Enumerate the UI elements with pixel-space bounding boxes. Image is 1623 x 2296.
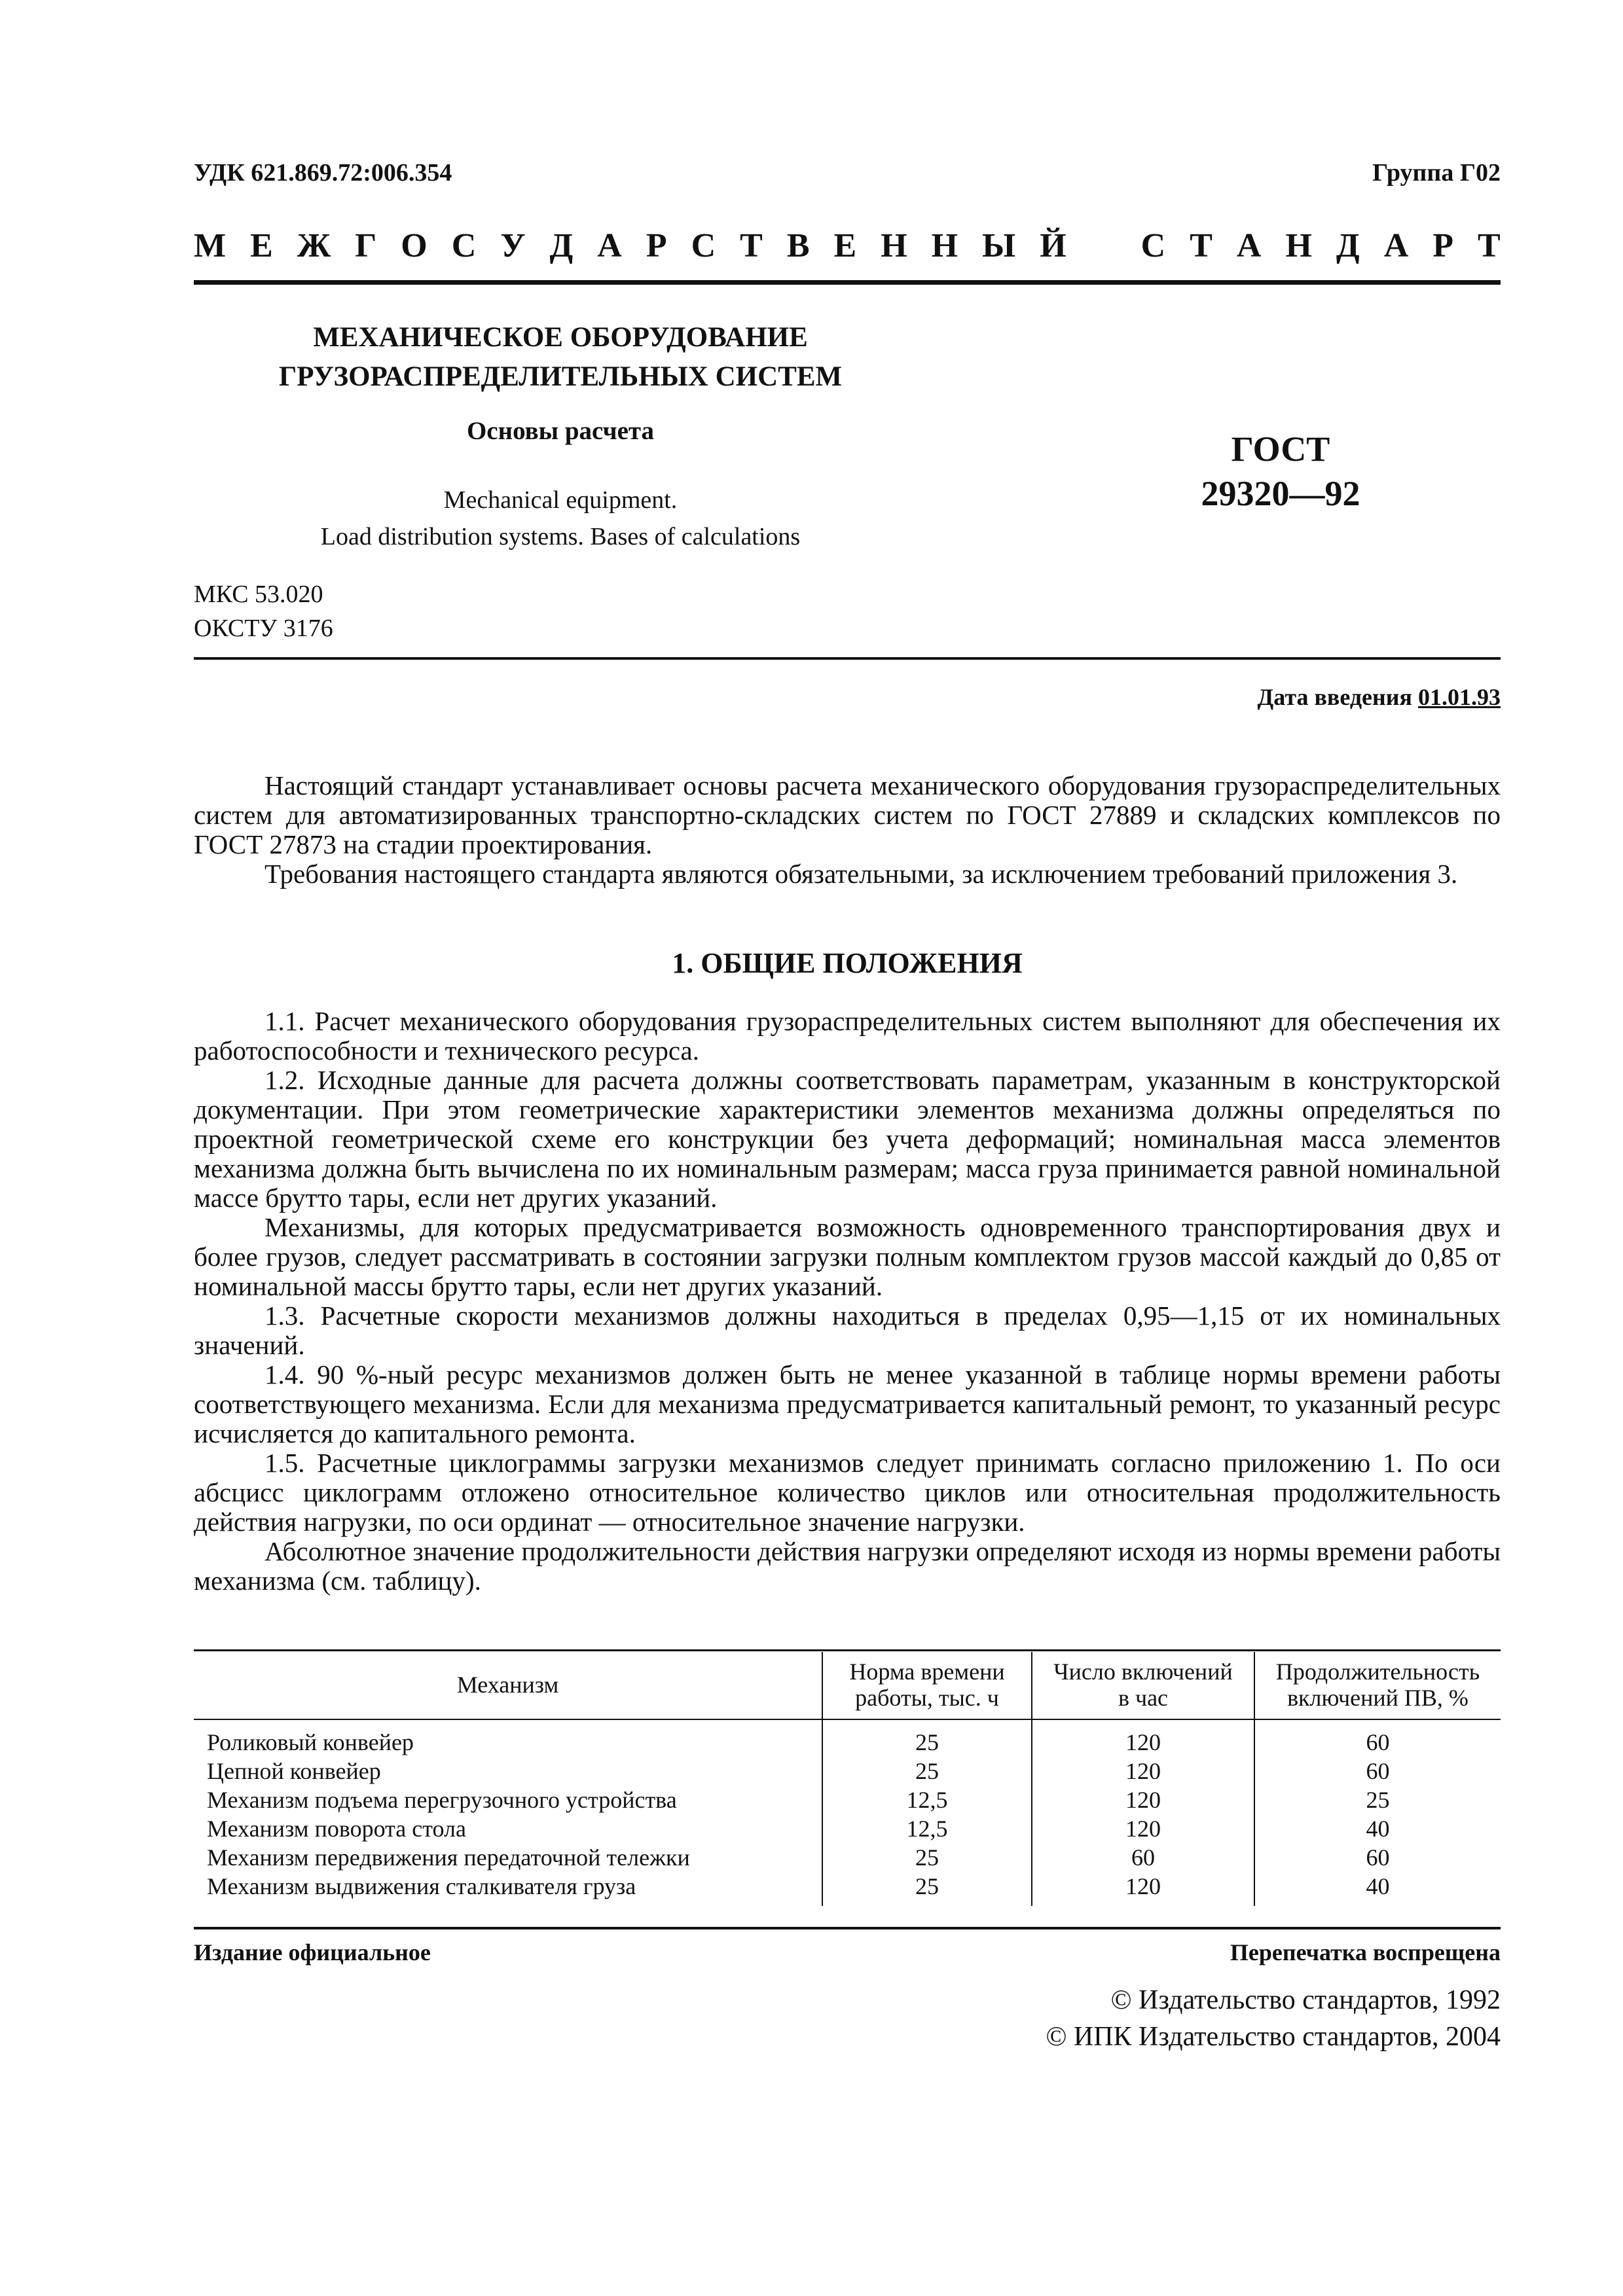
banner-letter: Д <box>1336 227 1360 264</box>
banner-letter: А <box>597 227 622 264</box>
cell-switches: 120 <box>1032 1872 1254 1906</box>
table-row <box>194 1872 1501 1906</box>
copyright-line-2: © ИПК Издательство стандартов, 2004 <box>1046 2022 1501 2052</box>
udk-code: УДК 621.869.72:006.354 <box>194 159 452 187</box>
banner-letter: Р <box>1432 227 1454 264</box>
english-title <box>194 482 927 555</box>
cell-switches: 120 <box>1032 1757 1254 1785</box>
banner-word-gap <box>1091 229 1117 263</box>
banner-letter: Ы <box>982 227 1016 264</box>
group-code: Группа Г02 <box>1372 159 1501 187</box>
cell-duty: 40 <box>1254 1814 1501 1843</box>
banner-letter: А <box>1383 227 1409 264</box>
official-edition: Издание официальное <box>194 1939 431 1965</box>
cell-switches: 60 <box>1032 1843 1254 1872</box>
cell-norm: 12,5 <box>822 1814 1032 1843</box>
banner-letter: Г <box>355 227 377 264</box>
banner-letter: Н <box>1285 227 1312 264</box>
header-switches-line-1: Число включений <box>1053 1659 1233 1685</box>
cell-duty: 25 <box>1254 1785 1501 1814</box>
classification-codes <box>194 577 333 645</box>
cell-switches: 120 <box>1032 1814 1254 1843</box>
banner-letter: С <box>691 227 716 264</box>
table-body <box>194 1719 1501 1906</box>
header-norm-line-1: Норма времени <box>849 1659 1005 1685</box>
clause-1-4: 1.4. 90 %-ный ресурс механизмов должен быть не менее указанной в таблице нормы времени работы соответствующего механизма. Если для механизма предусматривается капитальный ремонт, то указанный ресурс исчисляется до капитального ремонта. <box>194 1359 1501 1448</box>
cell-duty: 60 <box>1254 1757 1501 1785</box>
section-1-text <box>194 1007 1501 1596</box>
clause-1-2-continued: Механизмы, для которых предусматривается возможность одновременного транспортирования двух и более грузов, следует рассматривать в состоянии загрузки полным комплектом грузов массой каждый до 0,85 от номинальной массы брутто тары, если нет других указаний. <box>194 1212 1501 1301</box>
gost-designation <box>1123 427 1438 516</box>
document-title <box>194 318 927 397</box>
cell-duty: 40 <box>1254 1872 1501 1906</box>
clause-1-5: 1.5. Расчетные циклограммы загрузки механизмов следует принимать согласно приложению 1. По оси абсцисс циклограмм отложено относительное количество циклов или относительная продолжительность действия нагрузки, по оси ординат — относительное значение нагрузки. <box>194 1448 1501 1537</box>
clause-1-5-continued: Абсолютное значение продолжительности действия нагрузки определяют исходя из нормы времени работы механизма (см. таблицу). <box>194 1536 1501 1596</box>
document-page <box>194 0 1501 2296</box>
cell-mechanism: Цепной конвейер <box>207 1758 381 1784</box>
intro-paragraph-1: Настоящий стандарт устанавливает основы расчета механического оборудования грузораспределительных систем для автоматизированных транспортно-складских систем по ГОСТ 27889 и складских комплексов по ГОСТ 27873 на стадии проектирования. <box>194 770 1501 859</box>
cell-norm: 12,5 <box>822 1785 1032 1814</box>
effective-date-label: Дата введения <box>1257 684 1418 710</box>
header-mechanism: Механизм <box>194 1652 822 1719</box>
english-title-line-1: Mechanical equipment. <box>443 486 678 514</box>
banner-letter: У <box>500 227 526 264</box>
reprint-notice: Перепечатка воспрещена <box>1230 1939 1501 1965</box>
banner-letter: Т <box>1190 227 1213 264</box>
banner-letter: Д <box>549 227 574 264</box>
cell-switches: 120 <box>1032 1785 1254 1814</box>
banner-letter: В <box>786 227 810 264</box>
banner-letter: Т <box>740 227 763 264</box>
cell-mechanism: Механизм поворота стола <box>207 1816 466 1842</box>
banner-letter: Й <box>1040 227 1067 264</box>
cell-duty: 60 <box>1254 1719 1501 1757</box>
banner-letter: Ж <box>297 227 331 264</box>
intro-text <box>194 771 1501 889</box>
cell-duty: 60 <box>1254 1843 1501 1872</box>
table-row <box>194 1719 1501 1757</box>
clause-1-1: 1.1. Расчет механического оборудования грузораспределительных систем выполняют для обеспечения их работоспособности и технического ресурса. <box>194 1006 1501 1066</box>
effective-date-value: 01.01.93 <box>1418 684 1501 710</box>
cell-switches: 120 <box>1032 1719 1254 1757</box>
header-operating-time-norm <box>822 1652 1032 1719</box>
table-row <box>194 1785 1501 1814</box>
banner-letter: А <box>1236 227 1262 264</box>
clause-1-2: 1.2. Исходные данные для расчета должны соответствовать параметрам, указанным в конструкторской документации. При этом геометрические характеристики элементов механизма должны определяться по проектной геометрической схеме его конструкции без учета деформаций; номинальная масса элементов механизма должна быть вычислена по их номинальным размерам; масса груза принимается равной номинальной массе брутто тары, если нет других указаний. <box>194 1065 1501 1213</box>
cell-mechanism: Механизм подъема перегрузочного устройства <box>207 1787 677 1813</box>
table-header-row <box>194 1652 1501 1719</box>
banner-letter: С <box>1140 227 1166 264</box>
table-row <box>194 1814 1501 1843</box>
title-rule <box>194 657 1501 660</box>
copyright-line-1: © Издательство стандартов, 1992 <box>1110 1985 1501 2015</box>
mechanism-norms-table <box>194 1652 1501 1906</box>
title-line-2: ГРУЗОРАСПРЕДЕЛИТЕЛЬНЫХ СИСТЕМ <box>278 361 843 392</box>
mks-code: МКС 53.020 <box>194 581 323 608</box>
banner-letter: Р <box>646 227 667 264</box>
cell-mechanism: Роликовый конвейер <box>207 1729 414 1755</box>
clause-1-3: 1.3. Расчетные скорости механизмов должны находиться в пределах 0,95—1,15 от их номинальных значений. <box>194 1300 1501 1360</box>
header-switches-per-hour <box>1032 1652 1254 1719</box>
document-subtitle: Основы расчета <box>466 417 655 445</box>
header-switches-line-2: в час <box>1118 1685 1169 1711</box>
cell-norm: 25 <box>822 1843 1032 1872</box>
banner-letter: Н <box>931 227 958 264</box>
banner-letter: Н <box>881 227 907 264</box>
cell-mechanism: Механизм выдвижения сталкивателя груза <box>207 1873 636 1899</box>
banner-letter: О <box>401 227 428 264</box>
header-duty-cycle <box>1254 1652 1501 1719</box>
english-title-line-2: Load distribution systems. Bases of calculations <box>320 523 801 550</box>
gost-label: ГОСТ <box>1231 429 1330 469</box>
header-norm-line-2: работы, тыс. ч <box>855 1685 999 1711</box>
banner-letter: Е <box>250 227 273 264</box>
table-top-rule <box>194 1649 1501 1651</box>
header-duty-line-1: Продолжительность <box>1275 1659 1480 1685</box>
section-1-heading: 1. ОБЩИЕ ПОЛОЖЕНИЯ <box>672 947 1023 979</box>
banner-letter: Е <box>833 227 857 264</box>
title-line-1: МЕХАНИЧЕСКОЕ ОБОРУДОВАНИЕ <box>313 322 808 353</box>
copyright-block <box>1046 1982 1501 2055</box>
table-row <box>194 1757 1501 1785</box>
cell-norm: 25 <box>822 1872 1032 1906</box>
banner-letter: Т <box>1478 227 1501 264</box>
header-rule <box>194 280 1501 285</box>
effective-date <box>1258 683 1501 711</box>
gost-number: 29320—92 <box>1201 474 1360 513</box>
okstu-code: ОКСТУ 3176 <box>194 615 333 642</box>
banner-letter: С <box>451 227 477 264</box>
cell-mechanism: Механизм передвижения передаточной тележки <box>207 1844 690 1871</box>
intro-paragraph-2: Требования настоящего стандарта являются обязательными, за исключением требований приложения 3. <box>264 859 1458 889</box>
table-row <box>194 1843 1501 1872</box>
interstate-standard-banner <box>194 229 1501 263</box>
cell-norm: 25 <box>822 1757 1032 1785</box>
header-duty-line-2: включений ПВ, % <box>1287 1685 1468 1711</box>
footer-rule <box>194 1927 1501 1929</box>
banner-letter: М <box>194 227 227 264</box>
cell-norm: 25 <box>822 1719 1032 1757</box>
